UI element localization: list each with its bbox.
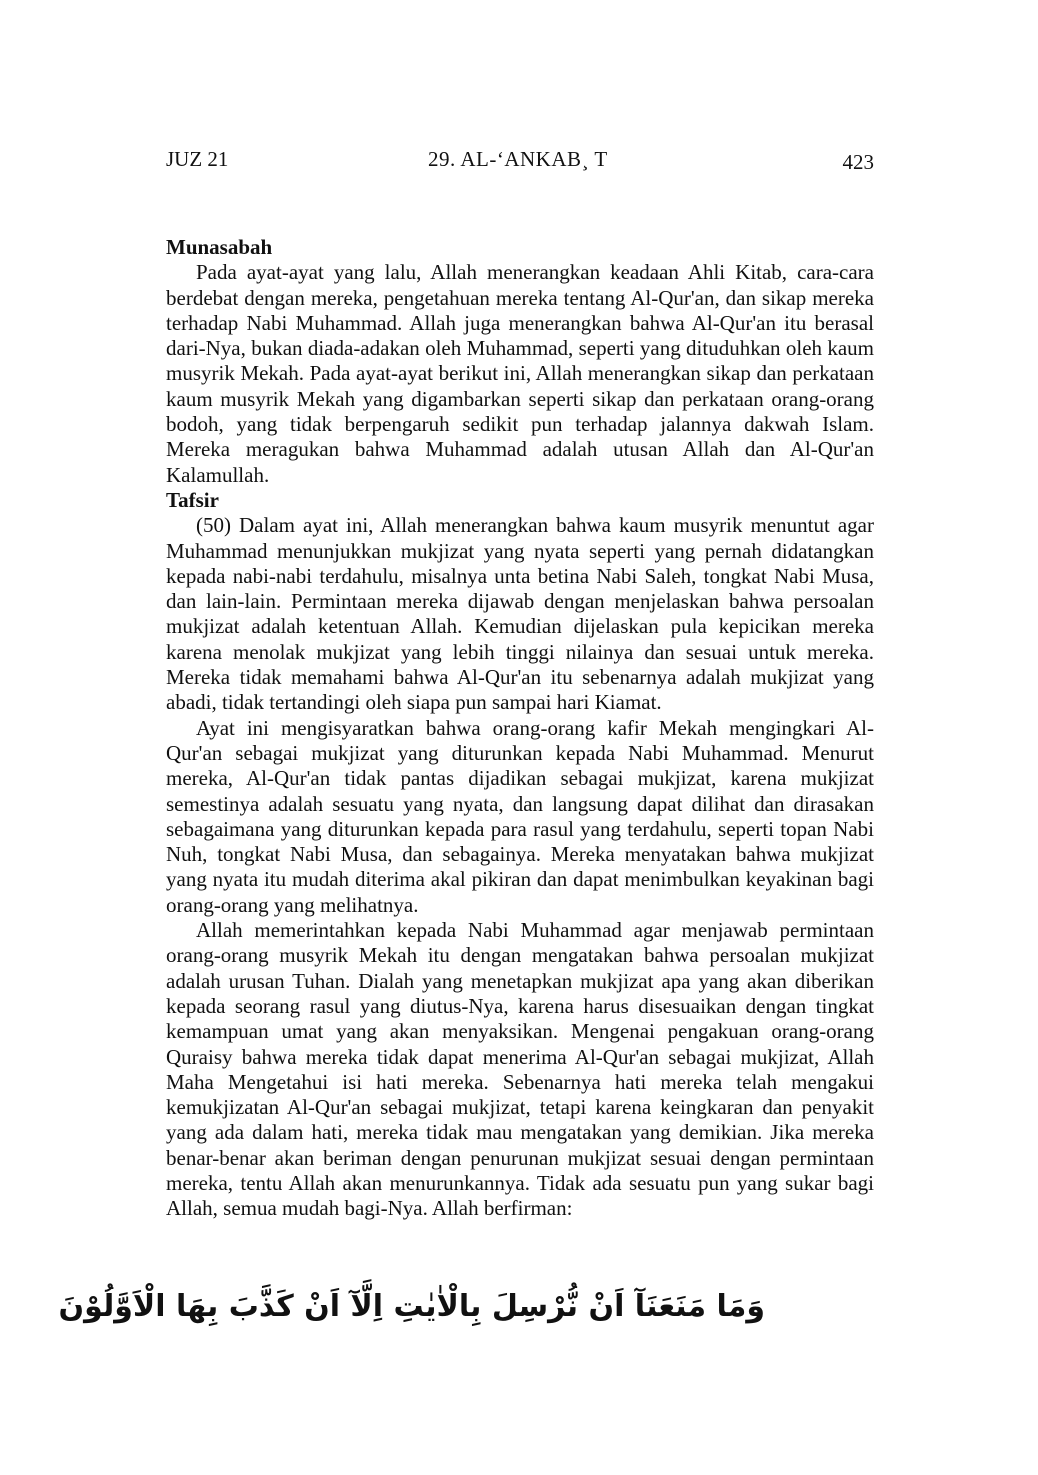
paragraph: Ayat ini mengisyaratkan bahwa orang-orang kafir Mekah mengingkari Al-Qur'an sebagai mukjizat yang diturunkan kepada Nabi Muhammad. Menurut mereka, Al-Qur'an tidak pantas dijadikan sebagai mukjizat, karena mukjizat semestinya adalah sesuatu yang nyata, dan langsung dapat dilihat dan dirasakan sebagaimana yang diturunkan kepada para rasul yang terdahulu, seperti topan Nabi Nuh, tongkat Nabi Musa, dan sebagainya. Mereka menyatakan bahwa mukjizat yang nyata itu mudah diterima akal pikiran dan dapat menimbulkan keyakinan bagi orang-orang yang melihatnya. — [166, 715, 874, 917]
running-header — [166, 146, 874, 176]
paragraph: Pada ayat-ayat yang lalu, Allah menerangkan keadaan Ahli Kitab, cara-cara berdebat dengan mereka, pengetahuan mereka tentang Al-Qur'an, dan sikap mereka terhadap Nabi Muhammad. Allah juga menerangkan bahwa Al-Qur'an itu berasal dari-Nya, bukan diada-adakan oleh Muhammad, seperti yang dituduhkan oleh kaum musyrik Mekah. Pada ayat-ayat berikut ini, Allah menerangkan sikap dan perkataan kaum musyrik Mekah yang digambarkan seperti sikap dan perkataan orang-orang bodoh, yang tidak berpengaruh sedikit pun terhadap jalannya dakwah Islam. Mereka meragukan bahwa Muhammad adalah utusan Allah dan Al-Qur'an Kalamullah. — [166, 260, 874, 487]
juz-label: JUZ 21 — [166, 147, 229, 171]
paragraph: (50) Dalam ayat ini, Allah menerangkan bahwa kaum musyrik menuntut agar Muhammad menunjukkan mukjizat yang nyata seperti yang pernah didatangkan kepada nabi-nabi terdahulu, misalnya unta betina Nabi Saleh, tongkat Nabi Musa, dan lain-lain. Permintaan mereka dijawab dengan menjelaskan bahwa persoalan mukjizat adalah ketentuan Allah. Kemudian dijelaskan pula kepicikan mereka karena menolak mukjizat yang lebih tinggi nilainya dan sesuai untuk mereka. Mereka tidak memahami bahwa Al-Qur'an itu sebenarnya adalah mukjizat yang abadi, tidak tertandingi oleh siapa pun sampai hari Kiamat. — [166, 513, 874, 715]
main-content — [166, 235, 874, 1222]
page-number: 423 — [842, 150, 874, 174]
quran-verse-arabic: وَمَا مَنَعَنَآ اَنْ نُّرْسِلَ بِالْاٰيٰتِ اِلَّآ اَنْ كَذَّبَ بِهَا الْاَوَّلُوْنَ — [58, 1289, 765, 1324]
paragraph: Allah memerintahkan kepada Nabi Muhammad agar menjawab permintaan orang-orang musyrik Mekah itu dengan mengatakan bahwa persoalan mukjizat adalah urusan Tuhan. Dialah yang menetapkan mukjizat apa yang akan diberikan kepada seorang rasul yang diutus-Nya, karena harus disesuaikan dengan tingkat kemampuan umat yang akan menyaksikan. Mengenai pengakuan orang-orang Quraisy bahwa mereka tidak dapat menerima Al-Qur'an sebagai mukjizat, Allah Maha Mengetahui isi hati mereka. Sebenarnya hati mereka telah mengakui kemukjizatan Al-Qur'an sebagai mukjizat, tetapi karena keingkaran dan penyakit yang ada dalam hati, mereka tidak mau mengatakan yang demikian. Jika mereka benar-benar akan beriman dengan penurunan mukjizat sesuai dengan permintaan mereka, tentu Allah akan menurunkannya. Tidak ada sesuatu pun yang sukar bagi Allah, semua mudah bagi-Nya. Allah berfirman: — [166, 918, 874, 1221]
section-munasabah — [166, 235, 874, 488]
section-heading: Munasabah — [166, 235, 273, 259]
section-tafsir — [166, 488, 874, 1222]
section-heading: Tafsir — [166, 487, 219, 512]
surah-title: 29. AL-‘ANKAB¸ T — [428, 147, 608, 171]
